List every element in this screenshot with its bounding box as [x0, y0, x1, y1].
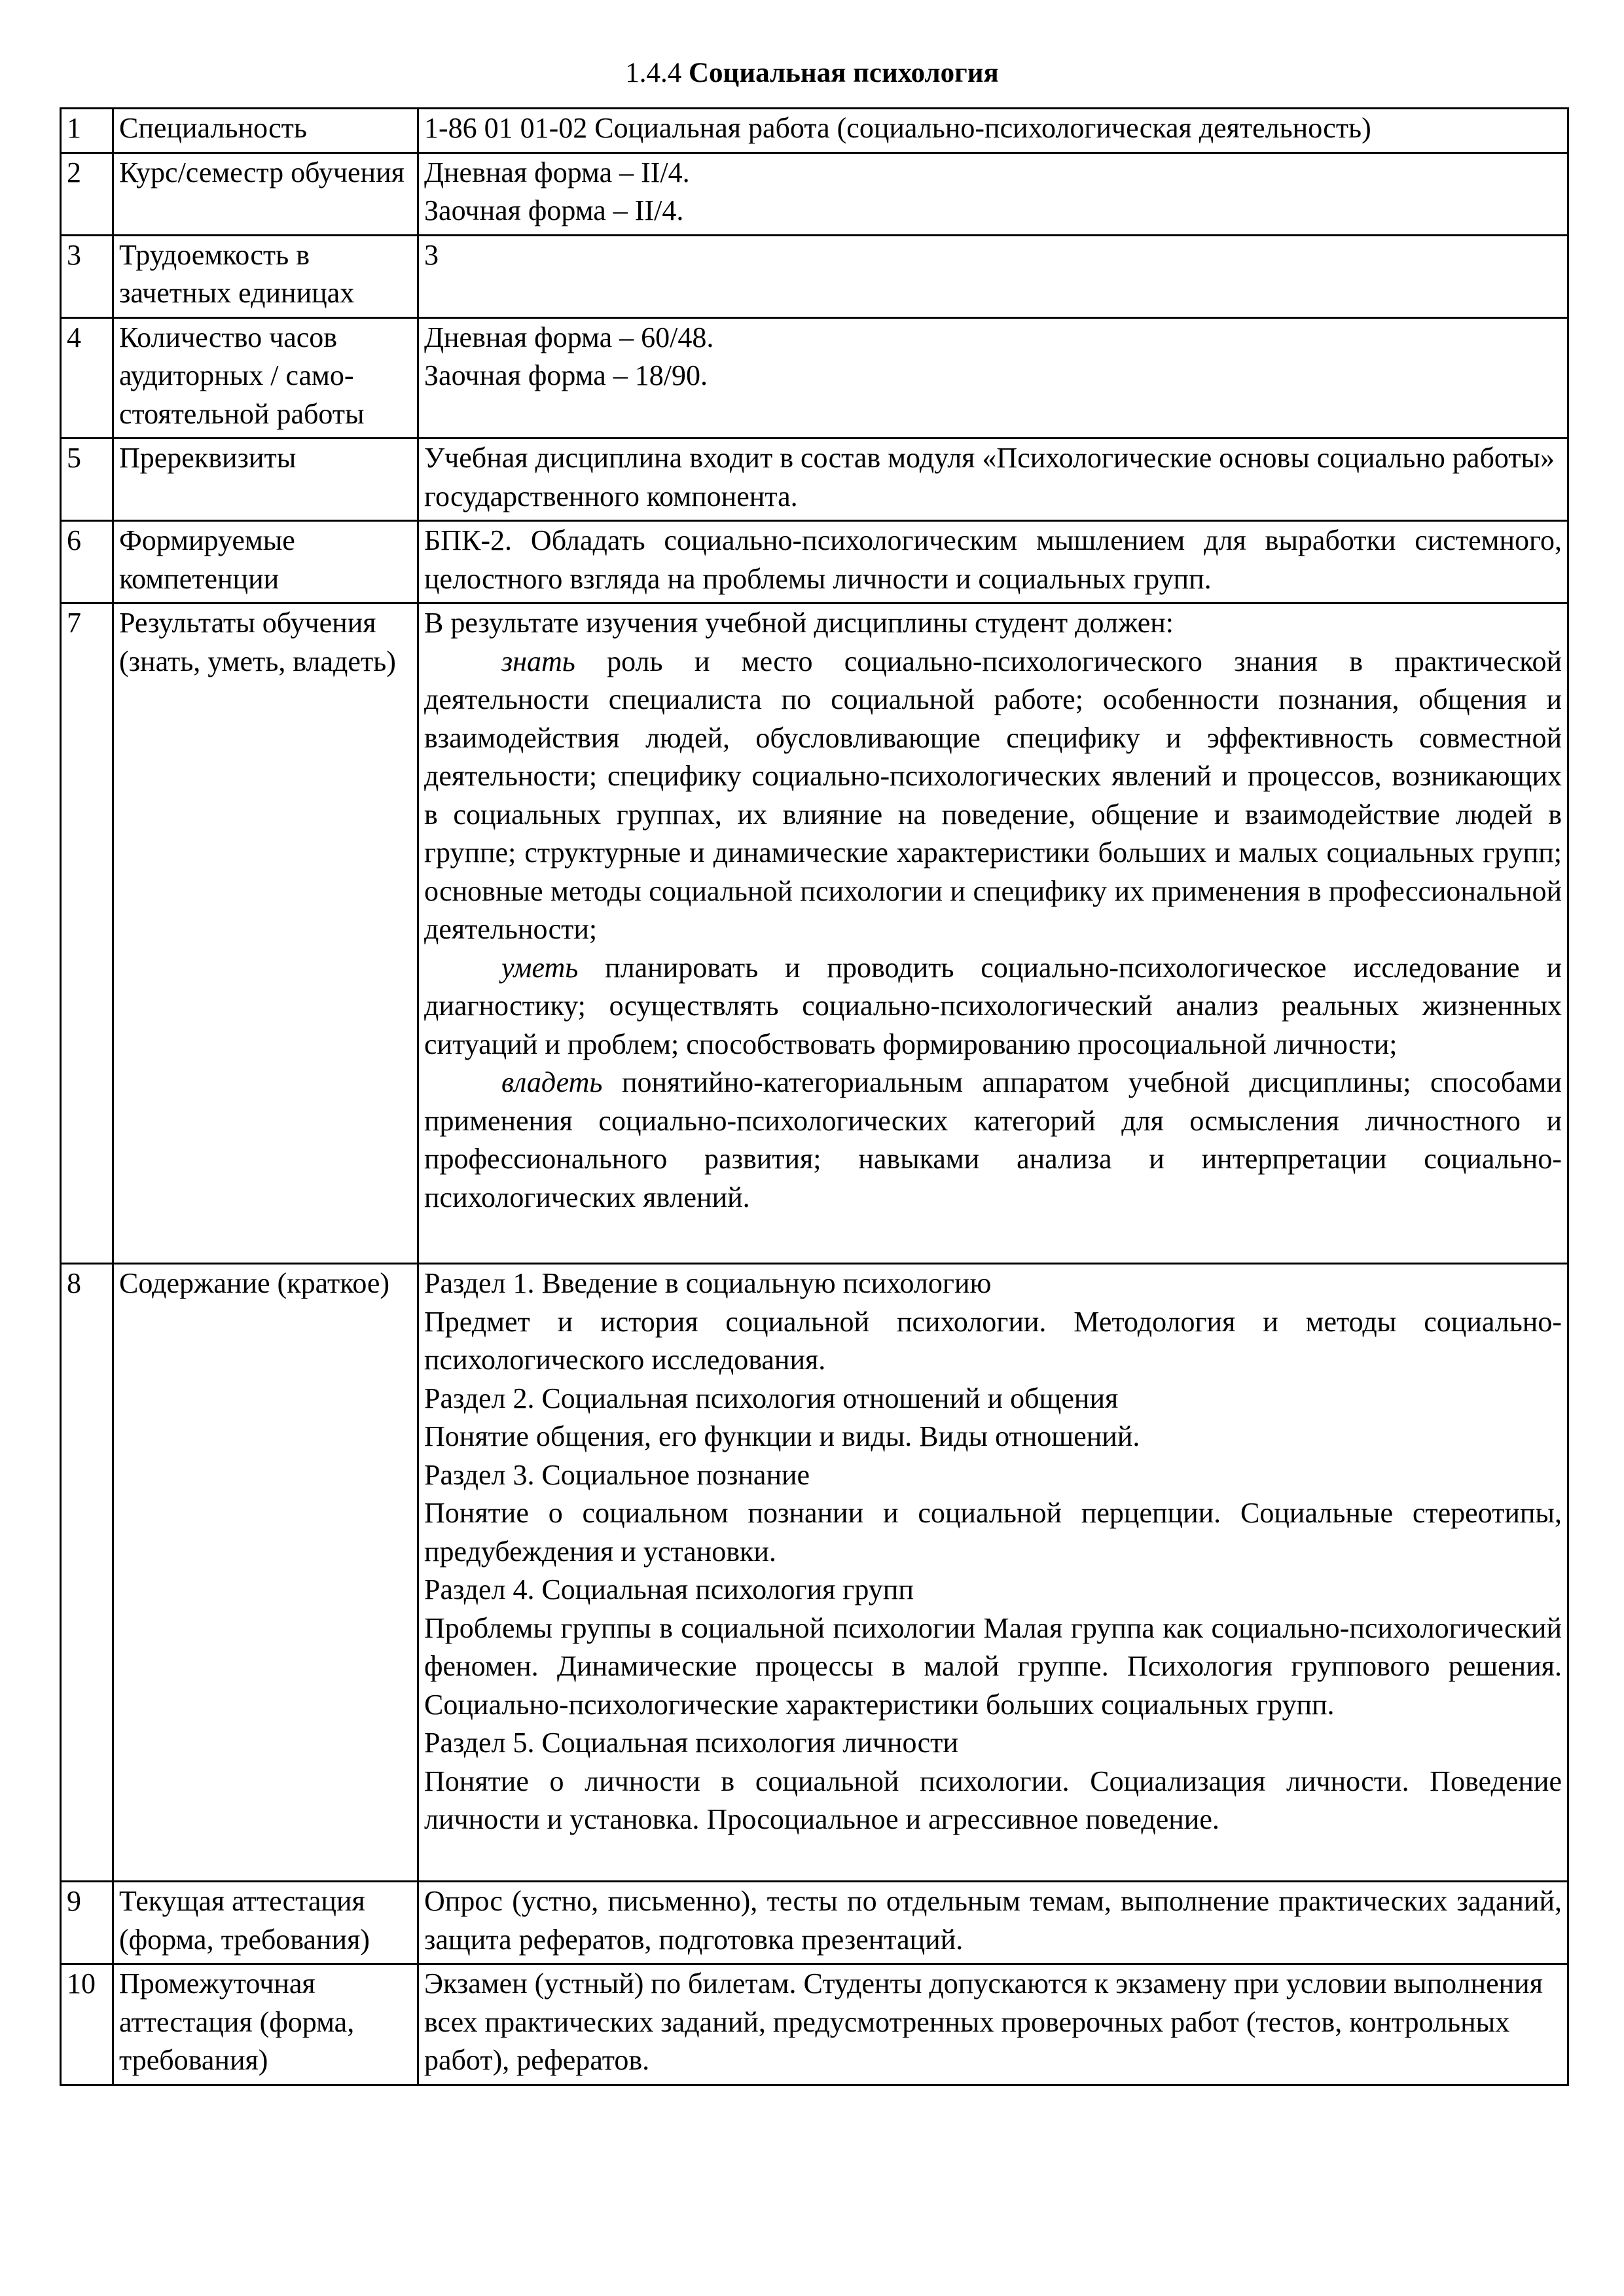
table-row [61, 1882, 1568, 1964]
row-number: 9 [61, 1882, 113, 1964]
section-heading: Раздел 3. Социальное познание [424, 1458, 810, 1491]
section-text: Проблемы группы в социальной психологии Малая группа как социально-психологический феномен. Динамические процессы в малой группе. Психология группового решения. Социально-психологические характеристики больших социальных групп. [424, 1611, 1562, 1721]
row-number: 10 [61, 1964, 113, 2085]
section-heading: Раздел 4. Социальная психология групп [424, 1573, 914, 1605]
row-label: Пререквизиты [113, 439, 418, 521]
row-number: 5 [61, 439, 113, 521]
outcome-know [424, 643, 1562, 949]
row-number: 2 [61, 152, 113, 235]
row-number: 7 [61, 603, 113, 1264]
row-number: 6 [61, 521, 113, 603]
row-label: Специальность [113, 109, 418, 153]
table-row [61, 317, 1568, 439]
row-number: 4 [61, 317, 113, 439]
row-number: 3 [61, 235, 113, 317]
row-label: Содержание (краткое) [113, 1264, 418, 1882]
table-row [61, 109, 1568, 153]
outcome-can [424, 949, 1562, 1064]
row-value [418, 1882, 1568, 1964]
outcomes-intro: В результате изучения учебной дисциплины студент должен: [424, 607, 1174, 639]
row-value [418, 109, 1568, 153]
discipline-table [60, 107, 1569, 2086]
value-line: 3 [424, 238, 439, 271]
section-text: Понятие о личности в социальной психологии. Социализация личности. Поведение личности и установка. Просоциальное и агрессивное поведение. [424, 1765, 1562, 1835]
value-line: Учебная дисциплина входит в состав модуля «Психологические основы социально работы» государственного компонента. [424, 442, 1555, 512]
section-text: Понятие общения, его функции и виды. Виды отношений. [424, 1420, 1140, 1452]
outcome-text: роль и место социально-психологического знания в практической деятельности специалиста по социальной работе; особенности познания, общения и взаимодействия людей, обусловливающие специфику и эффективность совместной деятельности; специфику социально-психологических явлений и процессов, возникающих в социальных группах, их влияние на поведение, общение и взаимодействие людей в группе; структурные и динамические характеристики больших и малых социальных групп; основные методы социальной психологии и специфику их применения в профессиональной деятельности; [424, 645, 1562, 945]
title-name: Социальная психология [688, 58, 999, 88]
value-line: Опрос (устно, письменно), тесты по отдельным темам, выполнение практических заданий, защита рефератов, подготовка презентаций. [424, 1885, 1562, 1956]
table-row [61, 235, 1568, 317]
row-value [418, 521, 1568, 603]
row-value [418, 235, 1568, 317]
row-value [418, 603, 1568, 1264]
value-line: Экзамен (устный) по билетам. Студенты допускаются к экзамену при условии выполнения всех практических заданий, предусмотренных проверочных работ (тестов, контрольных работ), рефератов. [424, 1967, 1543, 2076]
row-number: 8 [61, 1264, 113, 1882]
title-number: 1.4.4 [625, 58, 682, 88]
outcome-text: планировать и проводить социально-психологическое исследование и диагностику; осуществлять социально-психологический анализ реальных жизненных ситуаций и проблем; способствовать формированию просоциальной личности; [424, 951, 1562, 1060]
row-label: Промежуточная аттестация (форма, требования) [113, 1964, 418, 2085]
outcome-master [424, 1064, 1562, 1217]
row-label: Результаты обучения (знать, уметь, владеть) [113, 603, 418, 1264]
row-value [418, 1264, 1568, 1882]
table-row [61, 603, 1568, 1264]
row-value [418, 439, 1568, 521]
section-heading: Раздел 1. Введение в социальную психологию [424, 1267, 992, 1299]
row-label: Количество часов аудиторных / само-стоятельной работы [113, 317, 418, 439]
table-row [61, 152, 1568, 235]
row-label: Текущая аттестация (форма, требования) [113, 1882, 418, 1964]
section-text: Понятие о социальном познании и социальной перцепции. Социальные стереотипы, предубеждения и установки. [424, 1497, 1562, 1568]
section-heading: Раздел 5. Социальная психология личности [424, 1727, 958, 1759]
row-number: 1 [61, 109, 113, 153]
table-row [61, 439, 1568, 521]
value-line: Заочная форма – II/4. [424, 194, 684, 226]
outcome-keyword: знать [501, 645, 575, 677]
page-title [0, 54, 1624, 93]
outcome-keyword: владеть [501, 1066, 603, 1098]
outcome-text: понятийно-категориальным аппаратом учебной дисциплины; способами применения социально-психологических категорий для осмысления личностного и профессионального развития; навыками анализа и интерпретации социально-психологических явлений. [424, 1066, 1562, 1213]
row-value [418, 317, 1568, 439]
row-value [418, 152, 1568, 235]
value-line: Дневная форма – 60/48. [424, 321, 714, 353]
row-label: Курс/семестр обучения [113, 152, 418, 235]
outcome-keyword: уметь [501, 951, 579, 984]
table-row [61, 521, 1568, 603]
table-row [61, 1964, 1568, 2085]
value-line: БПК-2. Обладать социально-психологическим мышлением для выработки системного, целостного взгляда на проблемы личности и социальных групп. [424, 524, 1562, 595]
table-row [61, 1264, 1568, 1882]
value-line: 1-86 01 01-02 Социальная работа (социально-психологическая деятельность) [424, 112, 1371, 144]
value-line: Дневная форма – II/4. [424, 156, 690, 188]
row-label: Трудоемкость в зачетных единицах [113, 235, 418, 317]
row-value [418, 1964, 1568, 2085]
value-line: Заочная форма – 18/90. [424, 359, 708, 391]
section-text: Предмет и история социальной психологии. Методология и методы социально-психологического исследования. [424, 1305, 1562, 1376]
section-heading: Раздел 2. Социальная психология отношений и общения [424, 1382, 1119, 1414]
row-label: Формируемые компетенции [113, 521, 418, 603]
